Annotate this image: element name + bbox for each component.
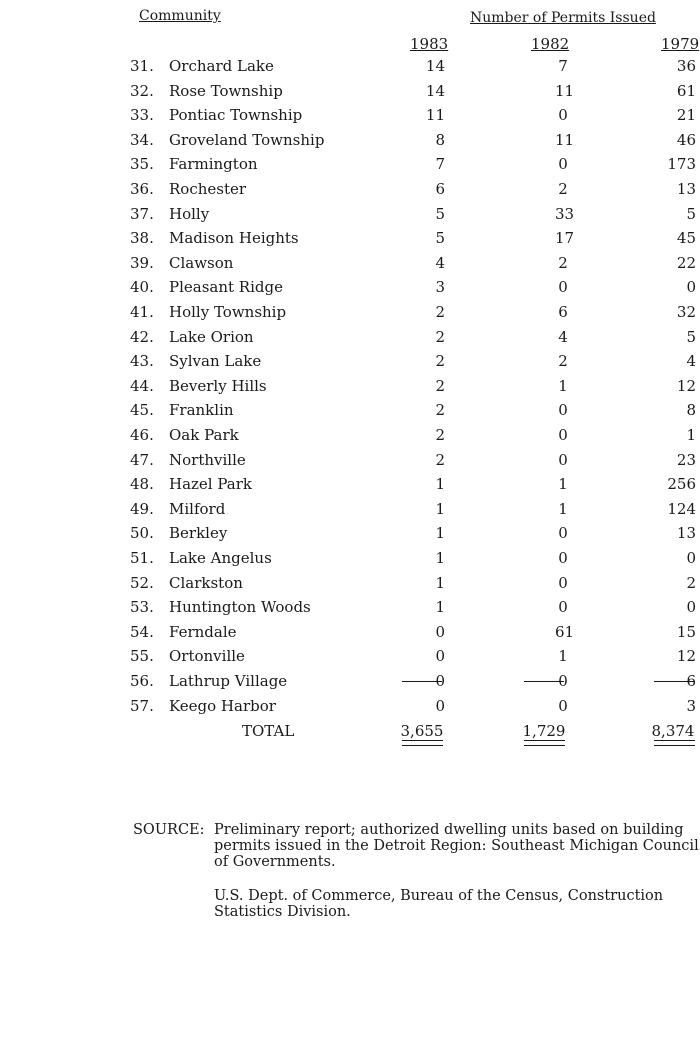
permits-column-header: Number of Permits Issued [470, 10, 656, 26]
permits-1979-cell: 23 [676, 451, 696, 469]
row-number: 57. [130, 697, 154, 715]
permits-1983-cell: 2 [435, 401, 445, 419]
community-name: Lathrup Village [169, 672, 288, 690]
community-name: Rose Township [169, 82, 283, 100]
community-name: Ortonville [169, 647, 245, 665]
permits-1982-cell: 0 [558, 598, 568, 616]
total-double-rule-1979 [654, 740, 695, 746]
permits-1979-cell: 5 [686, 205, 696, 223]
permits-1982-cell: 11 [555, 131, 575, 149]
permits-1982-cell: 0 [558, 524, 568, 542]
permits-1983-cell: 1 [435, 574, 445, 592]
row-number: 43. [130, 352, 154, 370]
permits-1979-cell: 4 [686, 352, 696, 370]
row-number: 44. [130, 377, 154, 395]
community-name: Lake Orion [169, 328, 254, 346]
permits-1983-cell: 5 [435, 205, 445, 223]
permits-1982-cell: 2 [558, 254, 568, 272]
permits-1982-cell: 1 [558, 647, 568, 665]
permits-1983-cell: 11 [425, 106, 445, 124]
permits-1983-cell: 0 [435, 697, 445, 715]
row-number: 47. [130, 451, 154, 469]
permits-1983-cell: 1 [435, 524, 445, 542]
permits-1983-cell: 8 [435, 131, 445, 149]
permits-1983-cell: 6 [435, 180, 445, 198]
permits-1983-cell: 0 [435, 647, 445, 665]
row-number: 38. [130, 229, 154, 247]
permits-1983-cell: 2 [435, 328, 445, 346]
source-note-2: U.S. Dept. of Commerce, Bureau of the Census, Construction Statistics Division. [214, 888, 664, 920]
permits-1979-cell: 1 [686, 426, 696, 444]
row-number: 48. [130, 475, 154, 493]
community-name: Pontiac Township [169, 106, 303, 124]
permits-1979-cell: 256 [667, 475, 696, 493]
row-number: 41. [130, 303, 154, 321]
community-name: Sylvan Lake [169, 352, 262, 370]
row-number: 37. [130, 205, 154, 223]
permits-1979-cell: 22 [676, 254, 696, 272]
permits-1982-cell: 33 [555, 205, 575, 223]
row-number: 39. [130, 254, 154, 272]
community-name: Clawson [169, 254, 234, 272]
permits-1979-cell: 124 [667, 500, 696, 518]
row-number: 54. [130, 623, 154, 641]
permits-1983-cell: 1 [435, 475, 445, 493]
year-header-1983: 1983 [410, 35, 449, 53]
community-name: Farmington [169, 155, 258, 173]
community-column-header: Community [139, 8, 221, 24]
permits-1979-cell: 32 [676, 303, 696, 321]
permits-1979-cell: 8 [686, 401, 696, 419]
permits-1979-cell: 2 [686, 574, 696, 592]
permits-1983-cell: 2 [435, 303, 445, 321]
permits-1983-cell: 1 [435, 500, 445, 518]
total-1983: 3,655 [400, 722, 444, 740]
source-label: SOURCE: [133, 822, 205, 838]
community-name: Orchard Lake [169, 57, 274, 75]
community-name: Berkley [169, 524, 228, 542]
permits-1982-cell: 0 [558, 697, 568, 715]
row-number: 35. [130, 155, 154, 173]
total-double-rule-1983 [402, 740, 443, 746]
permits-1982-cell: 2 [558, 180, 568, 198]
community-name: Lake Angelus [169, 549, 272, 567]
row-number: 52. [130, 574, 154, 592]
permits-1983-cell: 14 [425, 82, 445, 100]
row-number: 50. [130, 524, 154, 542]
community-name: Madison Heights [169, 229, 299, 247]
permits-1979-cell: 6 [686, 672, 696, 690]
permits-1983-cell: 3 [435, 278, 445, 296]
community-name: Beverly Hills [169, 377, 267, 395]
permits-1979-cell: 13 [676, 180, 696, 198]
permits-1982-cell: 17 [555, 229, 575, 247]
permits-1979-cell: 45 [676, 229, 696, 247]
permits-1982-cell: 4 [558, 328, 568, 346]
permits-1979-cell: 173 [667, 155, 696, 173]
permits-1979-cell: 15 [676, 623, 696, 641]
row-number: 32. [130, 82, 154, 100]
permits-1979-cell: 46 [676, 131, 696, 149]
permits-1982-cell: 6 [558, 303, 568, 321]
subtotal-rule-1983 [402, 681, 442, 682]
permits-1982-cell: 61 [555, 623, 575, 641]
permits-1982-cell: 2 [558, 352, 568, 370]
community-name: Groveland Township [169, 131, 325, 149]
permits-1979-cell: 5 [686, 328, 696, 346]
permits-1982-cell: 1 [558, 475, 568, 493]
community-name: Keego Harbor [169, 697, 276, 715]
permits-1979-cell: 36 [676, 57, 696, 75]
row-number: 49. [130, 500, 154, 518]
community-name: Hazel Park [169, 475, 252, 493]
row-number: 36. [130, 180, 154, 198]
permits-1982-cell: 1 [558, 500, 568, 518]
community-name: Pleasant Ridge [169, 278, 283, 296]
year-header-1982: 1982 [531, 35, 570, 53]
community-name: Huntington Woods [169, 598, 311, 616]
total-1982: 1,729 [522, 722, 566, 740]
row-number: 55. [130, 647, 154, 665]
community-name: Franklin [169, 401, 234, 419]
permits-1982-cell: 0 [558, 278, 568, 296]
total-double-rule-1982 [524, 740, 565, 746]
community-name: Oak Park [169, 426, 239, 444]
permits-1983-cell: 2 [435, 377, 445, 395]
permits-1983-cell: 5 [435, 229, 445, 247]
permits-1982-cell: 0 [558, 401, 568, 419]
permits-1983-cell: 7 [435, 155, 445, 173]
subtotal-rule-1979 [654, 681, 694, 682]
permits-1982-cell: 0 [558, 426, 568, 444]
row-number: 45. [130, 401, 154, 419]
permits-1979-cell: 12 [676, 377, 696, 395]
permits-1983-cell: 1 [435, 549, 445, 567]
permits-1983-cell: 0 [435, 623, 445, 641]
row-number: 56. [130, 672, 154, 690]
subtotal-rule-1982 [524, 681, 564, 682]
community-name: Ferndale [169, 623, 237, 641]
row-number: 33. [130, 106, 154, 124]
permits-1982-cell: 0 [558, 549, 568, 567]
row-number: 51. [130, 549, 154, 567]
permits-1983-cell: 1 [435, 598, 445, 616]
row-number: 46. [130, 426, 154, 444]
permits-1979-cell: 13 [676, 524, 696, 542]
permits-1983-cell: 2 [435, 352, 445, 370]
row-number: 42. [130, 328, 154, 346]
permits-1982-cell: 0 [558, 155, 568, 173]
community-name: Holly [169, 205, 210, 223]
community-name: Clarkston [169, 574, 243, 592]
permits-1979-cell: 0 [686, 598, 696, 616]
row-number: 34. [130, 131, 154, 149]
permits-1979-cell: 0 [686, 549, 696, 567]
row-number: 31. [130, 57, 154, 75]
row-number: 40. [130, 278, 154, 296]
row-number: 53. [130, 598, 154, 616]
permits-1979-cell: 21 [676, 106, 696, 124]
permits-1982-cell: 0 [558, 106, 568, 124]
permits-1983-cell: 0 [435, 672, 445, 690]
permits-1982-cell: 0 [558, 672, 568, 690]
permits-1979-cell: 0 [686, 278, 696, 296]
year-header-1979: 1979 [661, 35, 700, 53]
permits-1982-cell: 0 [558, 574, 568, 592]
permits-1983-cell: 4 [435, 254, 445, 272]
permits-1983-cell: 2 [435, 426, 445, 444]
total-1979: 8,374 [651, 722, 695, 740]
community-name: Milford [169, 500, 226, 518]
permits-1982-cell: 11 [555, 82, 575, 100]
permits-1982-cell: 1 [558, 377, 568, 395]
permits-1979-cell: 12 [676, 647, 696, 665]
permits-1982-cell: 7 [558, 57, 568, 75]
permits-1983-cell: 2 [435, 451, 445, 469]
permits-1979-cell: 61 [676, 82, 696, 100]
community-name: Holly Township [169, 303, 287, 321]
community-name: Northville [169, 451, 246, 469]
permits-1983-cell: 14 [425, 57, 445, 75]
source-note-1: Preliminary report; authorized dwelling units based on building permits issued in the Detroit Region: Southeast Michigan Council of Governments. [214, 822, 699, 870]
total-label: TOTAL [242, 722, 295, 740]
permits-1982-cell: 0 [558, 451, 568, 469]
permits-1979-cell: 3 [686, 697, 696, 715]
community-name: Rochester [169, 180, 247, 198]
